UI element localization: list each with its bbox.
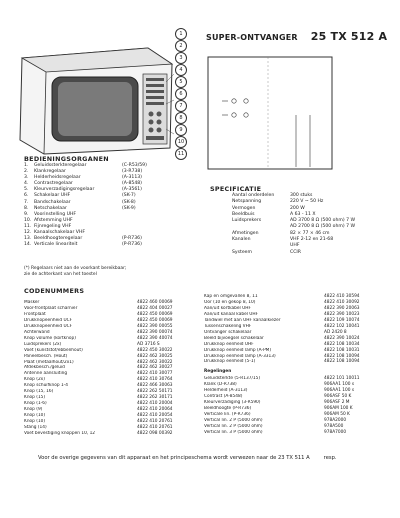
- control-number: 12.: [24, 230, 32, 236]
- code-part: Knop (15, 16): [24, 389, 54, 395]
- regel-part: Vertical lin. 2 P (5000 ohm): [204, 418, 263, 424]
- specs-list: [232, 193, 372, 256]
- control-label: Geluidssterkteregelaar: [34, 163, 87, 168]
- regel-part: Vertical lin. 2 P (5000 ohm): [204, 424, 263, 430]
- spec-key: Netspanning: [232, 199, 262, 205]
- code-number: AD 2420 8: [324, 329, 347, 335]
- code-number: 4822 466 30063: [137, 383, 173, 389]
- regel-number: 978A7000: [324, 429, 347, 435]
- code-part: Drukknopeenheid UCF: [24, 323, 73, 329]
- control-code: (C-R53/59): [122, 163, 147, 168]
- spec-key: Afmetingen: [232, 230, 259, 236]
- code-part: Achterwand: [24, 329, 50, 335]
- regel-row: [204, 430, 376, 436]
- control-label: Kleurverzadigingsregelaar: [34, 187, 95, 193]
- spec-key: Systeem: [232, 249, 252, 255]
- footer-resp: resp.: [323, 455, 337, 461]
- code-part: Knop schuifknop 1-4: [24, 383, 68, 389]
- code-part: Aan/uit kanaal kabel UHF: [204, 311, 259, 317]
- callout-7: 7: [175, 100, 187, 112]
- control-number: 9.: [24, 211, 29, 217]
- code-number: 4822 410 20761: [137, 419, 173, 425]
- spec-value: AD 3700 8 Ω (500 ohm) 7 W: [290, 218, 356, 224]
- code-part: Afdekbesch./geluid: [24, 365, 65, 371]
- callout-9: 9: [175, 124, 187, 136]
- control-number: 3.: [24, 175, 29, 181]
- code-number: 4822 108 10094: [324, 359, 360, 365]
- code-number: 4822 460 00069: [137, 300, 173, 305]
- code-number: 4822 390 00055: [137, 323, 173, 329]
- code-part: Knop (1-6): [24, 401, 47, 407]
- spec-value: 200 W: [290, 205, 305, 211]
- code-number: 4822 462 30027: [137, 365, 173, 371]
- control-label: Klankregelaar: [34, 169, 66, 175]
- code-part: Knop (9): [24, 407, 43, 413]
- note-line: (*) Regelaars niet aan de voorkant bereikbaar;: [24, 266, 127, 271]
- rear-panel-diagram: [206, 55, 336, 173]
- code-part: Knop volume (kortknop): [24, 335, 76, 341]
- controls-list: [24, 163, 174, 248]
- callout-2: 2: [175, 40, 187, 52]
- code-part: Drukknop eenheid lamp (A-PM): [204, 347, 272, 353]
- code-number: 4822 410 30092: [324, 299, 360, 305]
- code-part: Aan/uit kortkabel UHF: [204, 305, 251, 311]
- spec-value: A 63 - 11 X: [290, 211, 316, 217]
- control-label: Schakelaar UHF: [34, 193, 71, 199]
- regel-number: 906AM 50 K: [324, 412, 350, 418]
- model-number: 25 TX 512 A: [310, 30, 388, 43]
- code-number: 4822 262 50171: [137, 389, 173, 395]
- code-number: 4822 108 10031: [324, 347, 360, 353]
- control-item: [24, 242, 174, 248]
- code-number: 4822 410 20054: [137, 413, 173, 419]
- code-number: 4822 450 00069: [137, 311, 173, 317]
- control-number: 7.: [24, 199, 29, 205]
- control-label: Voorinstelling UHF: [34, 211, 77, 217]
- code-number: 4822 098 00392: [137, 430, 173, 436]
- controls-title: BEDIENINGSORGANEN: [24, 155, 109, 163]
- code-number: 4822 450 00069: [137, 317, 173, 323]
- spec-value: VHF 2-12 en 21-68: [290, 237, 334, 243]
- regel-part: Klank (D-R738): [204, 382, 237, 388]
- code-part: Knop (10): [24, 413, 46, 419]
- control-label: Helderheidsregelaar: [34, 175, 81, 181]
- control-code: (P-R736): [122, 242, 142, 248]
- code-number: 4822 102 10041: [324, 323, 360, 329]
- tv-drawing: [16, 44, 174, 156]
- code-number: 4822 390 20063: [324, 305, 360, 311]
- code-part: Kap en omgevallen 8, 11: [204, 294, 258, 299]
- control-label: Afstemming UHF: [34, 217, 73, 223]
- control-number: 8.: [24, 205, 29, 211]
- callout-5: 5: [175, 76, 187, 88]
- codes-right-list: [204, 294, 376, 436]
- callout-1: 1: [175, 28, 187, 40]
- code-part: Knop (10): [24, 419, 46, 425]
- code-part: Voet bevestiging knoppen 10, 12: [24, 430, 96, 436]
- control-number: 11.: [24, 223, 32, 229]
- regel-number: 978A2000: [324, 418, 347, 424]
- code-part: Voor-frontplaat scharnier: [24, 305, 78, 311]
- control-label: Beeldhoogteregelaar: [34, 236, 83, 242]
- regel-number: 906AM 100 K: [324, 406, 353, 412]
- regel-part: Contrast (A-8548): [204, 394, 243, 400]
- control-number: 14.: [24, 242, 32, 248]
- spec-key: Vermogen: [232, 205, 256, 211]
- spec-value: AD 2700 8 Ω (500 ohm) 7 W: [290, 224, 356, 230]
- code-number: 4822 410 20064: [137, 407, 173, 413]
- code-part: Luidsprekers (2x): [24, 341, 62, 347]
- page-title: [206, 30, 387, 43]
- control-code: (SK-8): [122, 199, 136, 205]
- spec-value: 300 stuks: [290, 193, 313, 198]
- code-part: Tandwiel met aan UHF kanaalkiezer: [204, 317, 281, 323]
- code-part: Drukknop eenheid UHF: [204, 341, 254, 347]
- code-number: 4822 390 40074: [137, 335, 173, 341]
- control-number: 6.: [24, 193, 29, 199]
- callout-8: 8: [175, 112, 187, 124]
- regel-part: Kleurverzadiging (3-R590): [204, 400, 261, 406]
- spec-value: UHF: [290, 243, 300, 249]
- callout-11: 11: [175, 148, 187, 160]
- codes-left-list: [24, 300, 189, 437]
- control-label: Contrastregelaar: [34, 181, 73, 187]
- control-label: Verticale lineariteit: [34, 242, 78, 248]
- code-row: [204, 359, 376, 365]
- code-number: 4822 262 30171: [137, 395, 173, 401]
- code-part: Knop (2x): [24, 377, 45, 383]
- code-number: 4822 109 10074: [324, 317, 360, 323]
- code-part: Drukknopeenheid UCF: [24, 317, 73, 323]
- spec-value: 220 V ~ 50 Hz: [290, 199, 324, 205]
- controls-note: [24, 266, 184, 277]
- code-part: Plaat (metaalhout/2x1): [24, 359, 74, 365]
- rear-panel-drawing: [206, 55, 336, 173]
- spec-value: 82 × 77 × 46 cm: [290, 230, 330, 236]
- spec-row: [232, 250, 372, 256]
- code-number: 4822 450 30022: [137, 347, 173, 353]
- code-number: 4822 390 10023: [324, 311, 360, 317]
- code-number: AD 3716 S: [137, 341, 160, 347]
- code-part: Ontvanger schakelaar: [204, 329, 252, 335]
- control-code: (A-3561): [122, 187, 142, 193]
- control-code: (A-3113): [122, 175, 142, 181]
- control-label: Fijnregeling VHF: [34, 223, 72, 229]
- code-number: 4822 390 00074: [137, 329, 173, 335]
- code-part: Drukknop eenheid lamp (A-3313): [204, 353, 276, 359]
- regel-title: Regelingen: [204, 369, 232, 375]
- code-number: 4822 462 30025: [137, 353, 173, 359]
- callout-10: 10: [175, 136, 187, 148]
- control-code: (A-8548): [122, 181, 142, 187]
- codes-title: CODENUMMERS: [24, 287, 85, 295]
- code-part: Knop (15): [24, 395, 46, 401]
- tv-illustration: [16, 44, 174, 156]
- callout-3: 3: [175, 52, 187, 64]
- code-number: 4822 410 20761: [137, 425, 173, 431]
- code-part: Paneelbesch. (Hout): [24, 353, 68, 359]
- spec-value: CCIR: [290, 249, 301, 255]
- spec-key: Luidsprekers: [232, 218, 262, 224]
- spec-key: Aantal onderdelen: [232, 193, 275, 198]
- control-label: Bandschakelaar: [34, 199, 71, 205]
- code-number: 4822 410 30594: [324, 294, 360, 299]
- spec-key: Kanalen: [232, 237, 251, 243]
- regel-number: 906ASF 50 K: [324, 394, 352, 400]
- control-number: 10.: [24, 217, 32, 223]
- code-part: Tussenschakeling VHF: [204, 323, 252, 329]
- code-row: [24, 431, 189, 437]
- code-number: 4822 410 20004: [137, 401, 173, 407]
- control-code: (SK-7): [122, 193, 136, 199]
- regel-number: 978A500: [324, 424, 344, 430]
- code-number: 4822 410 30764: [137, 377, 173, 383]
- code-part: Stang (14): [24, 425, 47, 431]
- control-label: Netschakelaar: [34, 205, 67, 211]
- code-part: Beeld bijvoegsel schakelaar: [204, 335, 264, 341]
- control-number: 13.: [24, 236, 32, 242]
- regel-number: 4822 101 10011: [324, 376, 360, 382]
- control-number: 4.: [24, 181, 29, 187]
- code-number: 4822 404 00027: [137, 305, 173, 311]
- regel-number: 906ASF 2 M: [324, 400, 350, 406]
- control-number: 1.: [24, 163, 29, 168]
- code-part: Oor (10 en gekop 8, 10): [204, 299, 256, 305]
- code-number: 4822 410 30077: [137, 371, 173, 377]
- code-number: 4822 108 10034: [324, 341, 360, 347]
- regel-part: Verticale lin. (P-R736): [204, 412, 251, 418]
- regel-number: 906AA1 100 s: [324, 382, 355, 388]
- regel-part: Beeldhoogte (P-R736): [204, 406, 252, 412]
- control-code: (3-R738): [122, 169, 143, 175]
- control-code: (P-R736): [122, 236, 142, 242]
- regel-number: 906AA1 100 s: [324, 388, 355, 394]
- code-part: Voet (kunststof/ebbenhout): [24, 347, 83, 353]
- code-part: Antenne aansluiting: [24, 371, 68, 377]
- control-number: 5.: [24, 187, 29, 193]
- control-label: Kanaalschakelaar VHF: [34, 230, 86, 236]
- code-number: 4822 390 10024: [324, 335, 360, 341]
- code-number: 4822 108 10094: [324, 353, 360, 359]
- code-number: 4822 462 30022: [137, 359, 173, 365]
- code-part: Frontplaat: [24, 311, 46, 317]
- regel-part: Geluidsterkte (5-R137/15): [204, 376, 261, 382]
- title-text: SUPER-ONTVANGER: [206, 33, 298, 42]
- regel-part: Vertical lin. 3 P (5000 ohm): [204, 429, 263, 435]
- spec-key: Beeldbuis: [232, 211, 255, 217]
- control-number: 2.: [24, 169, 29, 175]
- note-line: zie de achterkant van het toestel: [24, 271, 97, 277]
- control-code: (SK-9): [122, 205, 136, 211]
- code-part: Masker: [24, 300, 40, 305]
- specs-title: SPECIFICATIE: [210, 185, 262, 193]
- regel-part: Helderheid (A-3113): [204, 388, 248, 394]
- callout-6: 6: [175, 88, 187, 100]
- footer-text: Voor de overige gegevens van dit apparaat en het principeschema wordt verwezen naar de 23 TX 511 A: [38, 455, 310, 461]
- footer-note: [38, 455, 337, 461]
- code-part: Drukknop eenheid (5-1): [204, 359, 256, 365]
- callout-4: 4: [175, 64, 187, 76]
